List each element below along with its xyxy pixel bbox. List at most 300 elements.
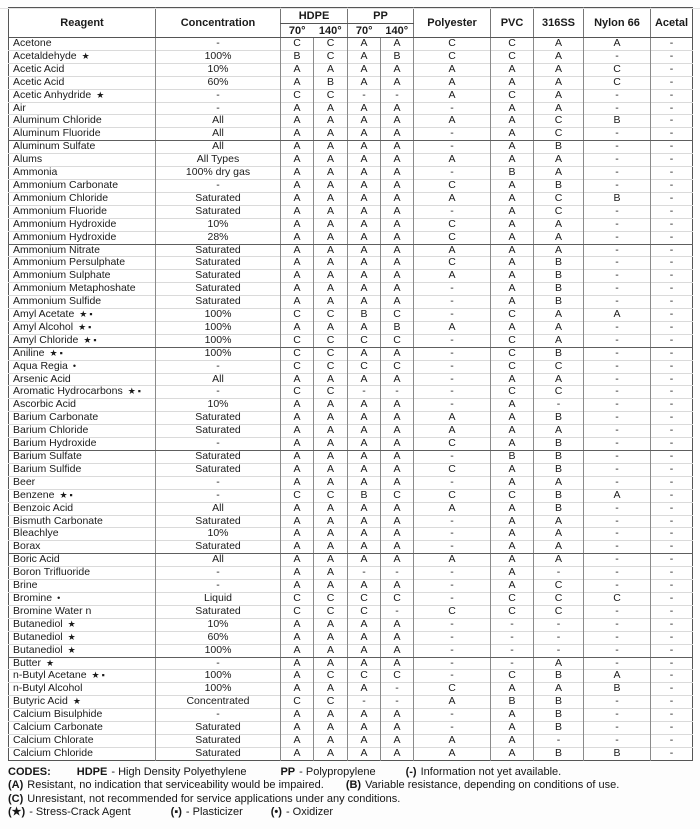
rating-polyester: C	[414, 438, 491, 451]
reagent-cell	[9, 399, 156, 412]
rating-pp-70: A	[348, 231, 381, 244]
concentration-cell: -	[156, 567, 281, 580]
rating-nylon66: A	[584, 489, 651, 502]
legend-pp-def: - Polypropylene	[299, 765, 376, 778]
rating-nylon66: B	[584, 192, 651, 205]
reagent-cell	[9, 489, 156, 502]
rating-316ss: -	[534, 399, 584, 412]
reagent-name: Borax	[13, 540, 41, 553]
reagent-name: Ammonium Hydroxide	[13, 231, 117, 243]
reagent-cell	[9, 115, 156, 128]
rating-hdpe-70: A	[281, 709, 314, 722]
concentration-cell: 100% dry gas	[156, 167, 281, 180]
rating-acetal: -	[651, 334, 693, 347]
legend-b-abbr: (B)	[345, 779, 362, 792]
rating-acetal: -	[651, 244, 693, 257]
rating-pp-70: A	[348, 631, 381, 644]
reagent-cell	[9, 722, 156, 735]
rating-316ss: C	[534, 592, 584, 605]
rating-acetal: -	[651, 115, 693, 128]
rating-hdpe-70: A	[281, 580, 314, 593]
reagent-cell	[9, 438, 156, 451]
table-row	[9, 515, 693, 528]
reagent-cell	[9, 567, 156, 580]
rating-nylon66: -	[584, 50, 651, 63]
header-reagent: Reagent	[9, 8, 156, 38]
reagent-name: Butyric Acid	[13, 695, 68, 708]
rating-pp-70: -	[348, 386, 381, 399]
rating-polyester: A	[414, 321, 491, 334]
rating-nylon66: -	[584, 425, 651, 438]
concentration-cell: -	[156, 386, 281, 399]
rating-pp-140: C	[381, 360, 414, 373]
reagent-name: Ammonium Persulphate	[13, 256, 126, 269]
rating-polyester: A	[414, 115, 491, 128]
rating-pvc: A	[491, 192, 534, 205]
rating-polyester: -	[414, 515, 491, 528]
reagent-name: Barium Sulfate	[13, 450, 82, 462]
rating-hdpe-140: A	[314, 438, 348, 451]
concentration-cell: Saturated	[156, 257, 281, 270]
rating-hdpe-140: A	[314, 257, 348, 270]
concentration-cell: Saturated	[156, 515, 281, 528]
reagent-cell	[9, 283, 156, 296]
reagent-name: Calcium Chloride	[13, 747, 93, 759]
rating-hdpe-70: A	[281, 167, 314, 180]
rating-hdpe-140: A	[314, 747, 348, 760]
concentration-cell: 100%	[156, 670, 281, 683]
rating-hdpe-140: A	[314, 515, 348, 528]
rating-hdpe-140: C	[314, 592, 348, 605]
rating-pvc: A	[491, 463, 534, 476]
reagent-cell	[9, 580, 156, 593]
concentration-cell: Saturated	[156, 270, 281, 283]
rating-pvc: A	[491, 270, 534, 283]
rating-acetal: -	[651, 696, 693, 709]
reagent-cell	[9, 38, 156, 51]
reagent-name: Butanediol	[13, 618, 63, 630]
rating-nylon66: A	[584, 38, 651, 51]
rating-nylon66: -	[584, 722, 651, 735]
rating-pvc: C	[491, 605, 534, 618]
rating-polyester: -	[414, 373, 491, 386]
rating-pp-70: A	[348, 50, 381, 63]
rating-nylon66: -	[584, 696, 651, 709]
rating-hdpe-140: A	[314, 283, 348, 296]
rating-316ss: B	[534, 489, 584, 502]
table-row	[9, 192, 693, 205]
header-acetal: Acetal	[651, 8, 693, 38]
rating-pp-140: C	[381, 309, 414, 322]
rating-hdpe-140: A	[314, 141, 348, 154]
reagent-cell	[9, 50, 156, 63]
rating-pp-140: -	[381, 386, 414, 399]
header-hdpe: HDPE	[281, 8, 348, 24]
rating-pvc: A	[491, 683, 534, 696]
rating-hdpe-140: A	[314, 192, 348, 205]
concentration-cell: 60%	[156, 76, 281, 89]
rating-316ss: B	[534, 670, 584, 683]
rating-hdpe-140: C	[314, 334, 348, 347]
reagent-name: Alums	[13, 153, 43, 166]
header-pp-70: 70°	[348, 24, 381, 38]
table-row	[9, 657, 693, 670]
rating-nylon66: A	[584, 309, 651, 322]
rating-pp-70: A	[348, 205, 381, 218]
rating-nylon66: -	[584, 451, 651, 464]
rating-polyester: -	[414, 141, 491, 154]
rating-nylon66: -	[584, 463, 651, 476]
rating-hdpe-140: A	[314, 463, 348, 476]
rating-316ss: A	[534, 244, 584, 257]
rating-nylon66: -	[584, 399, 651, 412]
reagent-name: Ammonia	[13, 166, 58, 179]
rating-hdpe-70: A	[281, 192, 314, 205]
rating-316ss: A	[534, 309, 584, 322]
concentration-cell: 10%	[156, 63, 281, 76]
reagent-cell	[9, 476, 156, 489]
rating-polyester: -	[414, 386, 491, 399]
rating-pp-70: C	[348, 605, 381, 618]
legend-a-abbr: (A)	[8, 779, 24, 792]
reagent-cell	[9, 502, 156, 515]
rating-hdpe-140: A	[314, 580, 348, 593]
rating-polyester: C	[414, 489, 491, 502]
rating-nylon66: -	[584, 709, 651, 722]
reagent-name: Bromine Water n	[13, 605, 92, 617]
rating-polyester: A	[414, 425, 491, 438]
reagent-name: Calcium Carbonate	[13, 721, 103, 734]
rating-hdpe-140: A	[314, 412, 348, 425]
rating-hdpe-70: A	[281, 373, 314, 386]
rating-316ss: B	[534, 257, 584, 270]
codes-line-2	[8, 779, 700, 792]
reagent-cell	[9, 205, 156, 218]
reagent-cell	[9, 244, 156, 257]
reagent-symbols: •	[57, 592, 63, 603]
legend-na-def: Information not yet available.	[420, 765, 562, 778]
rating-acetal: -	[651, 231, 693, 244]
rating-pvc: A	[491, 141, 534, 154]
rating-pp-70: A	[348, 618, 381, 631]
rating-pvc: A	[491, 63, 534, 76]
rating-acetal: -	[651, 644, 693, 657]
rating-316ss: -	[534, 567, 584, 580]
rating-pvc: -	[491, 644, 534, 657]
concentration-cell: 60%	[156, 631, 281, 644]
rating-316ss: A	[534, 373, 584, 386]
rating-acetal: -	[651, 89, 693, 102]
concentration-cell: Saturated	[156, 244, 281, 257]
concentration-cell: -	[156, 438, 281, 451]
rating-pp-140: A	[381, 631, 414, 644]
rating-pp-70: A	[348, 257, 381, 270]
table-row	[9, 412, 693, 425]
table-row	[9, 283, 693, 296]
rating-acetal: -	[651, 567, 693, 580]
header-pp-140: 140°	[381, 24, 414, 38]
rating-hdpe-70: A	[281, 657, 314, 670]
reagent-cell	[9, 141, 156, 154]
rating-hdpe-70: A	[281, 670, 314, 683]
table-row	[9, 63, 693, 76]
rating-acetal: -	[651, 347, 693, 360]
concentration-cell: 10%	[156, 218, 281, 231]
rating-polyester: C	[414, 50, 491, 63]
reagent-cell	[9, 734, 156, 747]
rating-316ss: B	[534, 412, 584, 425]
rating-hdpe-140: C	[314, 360, 348, 373]
reagent-symbols: ★	[81, 50, 92, 61]
rating-pp-70: A	[348, 709, 381, 722]
rating-pvc: B	[491, 696, 534, 709]
rating-polyester: C	[414, 179, 491, 192]
rating-pvc: C	[491, 50, 534, 63]
table-row	[9, 231, 693, 244]
reagent-cell	[9, 451, 156, 464]
rating-316ss: C	[534, 386, 584, 399]
rating-nylon66: -	[584, 283, 651, 296]
rating-polyester: -	[414, 102, 491, 115]
reagent-cell	[9, 89, 156, 102]
rating-polyester: C	[414, 463, 491, 476]
rating-pvc: -	[491, 631, 534, 644]
concentration-cell: Saturated	[156, 205, 281, 218]
rating-hdpe-140: A	[314, 554, 348, 567]
rating-hdpe-140: A	[314, 683, 348, 696]
rating-pvc: A	[491, 580, 534, 593]
rating-pp-70: A	[348, 283, 381, 296]
table-row	[9, 502, 693, 515]
rating-316ss: C	[534, 580, 584, 593]
rating-hdpe-70: A	[281, 283, 314, 296]
rating-polyester: A	[414, 192, 491, 205]
rating-pvc: A	[491, 231, 534, 244]
table-row	[9, 618, 693, 631]
rating-hdpe-140: C	[314, 89, 348, 102]
rating-pp-140: -	[381, 605, 414, 618]
rating-nylon66: B	[584, 115, 651, 128]
concentration-cell: -	[156, 38, 281, 51]
rating-hdpe-140: A	[314, 541, 348, 554]
rating-acetal: -	[651, 128, 693, 141]
rating-pp-70: -	[348, 696, 381, 709]
table-row	[9, 567, 693, 580]
rating-pvc: A	[491, 102, 534, 115]
rating-hdpe-140: A	[314, 425, 348, 438]
rating-pp-70: A	[348, 476, 381, 489]
rating-316ss: B	[534, 451, 584, 464]
reagent-cell	[9, 192, 156, 205]
concentration-cell: All	[156, 128, 281, 141]
rating-pp-140: A	[381, 270, 414, 283]
rating-pp-140: A	[381, 580, 414, 593]
reagent-symbols: ★▪	[59, 489, 75, 500]
concentration-cell: -	[156, 657, 281, 670]
table-row	[9, 631, 693, 644]
table-header	[9, 8, 693, 38]
rating-polyester: A	[414, 734, 491, 747]
concentration-cell: Saturated	[156, 425, 281, 438]
rating-hdpe-70: A	[281, 463, 314, 476]
reagent-name: Barium Hydroxide	[13, 437, 97, 450]
rating-pp-140: A	[381, 528, 414, 541]
rating-hdpe-140: C	[314, 605, 348, 618]
table-row	[9, 244, 693, 257]
rating-pp-140: -	[381, 89, 414, 102]
rating-nylon66: -	[584, 231, 651, 244]
rating-hdpe-140: A	[314, 528, 348, 541]
rating-polyester: -	[414, 167, 491, 180]
rating-316ss: A	[534, 476, 584, 489]
rating-pp-70: A	[348, 657, 381, 670]
reagent-name: Butanediol	[13, 644, 63, 656]
rating-hdpe-70: A	[281, 257, 314, 270]
codes-label: CODES:	[8, 765, 51, 778]
table-row	[9, 334, 693, 347]
rating-pp-140: A	[381, 541, 414, 554]
rating-nylon66: C	[584, 63, 651, 76]
rating-pvc: C	[491, 38, 534, 51]
rating-nylon66: -	[584, 734, 651, 747]
rating-hdpe-70: A	[281, 722, 314, 735]
rating-pp-140: A	[381, 463, 414, 476]
rating-polyester: -	[414, 631, 491, 644]
reagent-name: Ammonium Fluoride	[13, 205, 107, 217]
reagent-cell	[9, 554, 156, 567]
rating-polyester: A	[414, 696, 491, 709]
rating-316ss: B	[534, 747, 584, 760]
rating-hdpe-70: A	[281, 747, 314, 760]
legend-a-def: Resistant, no indication that serviceability would be impaired.	[27, 779, 324, 792]
rating-hdpe-140: A	[314, 205, 348, 218]
reagent-cell	[9, 386, 156, 399]
codes-line-3	[8, 793, 700, 806]
rating-acetal: -	[651, 463, 693, 476]
table-row	[9, 309, 693, 322]
rating-polyester: C	[414, 218, 491, 231]
rating-polyester: -	[414, 670, 491, 683]
rating-hdpe-70: A	[281, 425, 314, 438]
rating-pp-70: A	[348, 141, 381, 154]
reagent-cell	[9, 528, 156, 541]
rating-pp-140: A	[381, 657, 414, 670]
rating-hdpe-70: A	[281, 734, 314, 747]
legend-hdpe-abbr: HDPE	[76, 765, 108, 778]
rating-acetal: -	[651, 321, 693, 334]
rating-acetal: -	[651, 141, 693, 154]
rating-316ss: C	[534, 115, 584, 128]
rating-pvc: A	[491, 283, 534, 296]
codes-line-4	[8, 806, 700, 819]
rating-acetal: -	[651, 580, 693, 593]
rating-pvc: A	[491, 709, 534, 722]
rating-pvc: A	[491, 257, 534, 270]
rating-hdpe-70: C	[281, 386, 314, 399]
rating-pvc: C	[491, 489, 534, 502]
rating-pvc: A	[491, 567, 534, 580]
legend-c-def: Unresistant, not recommended for service applications under any conditions.	[27, 792, 401, 805]
reagent-name: Acetic Anhydride	[13, 89, 92, 101]
rating-hdpe-70: A	[281, 541, 314, 554]
rating-hdpe-70: C	[281, 38, 314, 51]
rating-pp-70: A	[348, 528, 381, 541]
rating-hdpe-140: C	[314, 50, 348, 63]
reagent-cell	[9, 412, 156, 425]
reagent-name: Aniline	[13, 347, 45, 359]
rating-pp-70: A	[348, 244, 381, 257]
rating-nylon66: -	[584, 89, 651, 102]
reagent-cell	[9, 347, 156, 360]
concentration-cell: 100%	[156, 309, 281, 322]
rating-nylon66: -	[584, 244, 651, 257]
rating-316ss: A	[534, 528, 584, 541]
rating-hdpe-70: C	[281, 347, 314, 360]
reagent-symbols: ★▪	[91, 670, 107, 681]
header-concentration: Concentration	[156, 8, 281, 38]
rating-acetal: -	[651, 670, 693, 683]
reagent-name: n-Butyl Alcohol	[13, 682, 83, 695]
rating-pp-140: A	[381, 438, 414, 451]
rating-hdpe-70: A	[281, 270, 314, 283]
rating-acetal: -	[651, 541, 693, 554]
table-row	[9, 89, 693, 102]
rating-polyester: -	[414, 709, 491, 722]
rating-316ss: B	[534, 270, 584, 283]
rating-pp-70: C	[348, 360, 381, 373]
reagent-name: Ammonium Sulphate	[13, 269, 111, 282]
concentration-cell: -	[156, 709, 281, 722]
rating-hdpe-70: A	[281, 244, 314, 257]
reagent-cell	[9, 373, 156, 386]
legend-square-icon: (▪)	[170, 805, 182, 818]
rating-nylon66: -	[584, 128, 651, 141]
reagent-cell	[9, 709, 156, 722]
concentration-cell: 10%	[156, 399, 281, 412]
rating-pvc: C	[491, 334, 534, 347]
rating-316ss: A	[534, 321, 584, 334]
reagent-cell	[9, 631, 156, 644]
rating-hdpe-140: A	[314, 399, 348, 412]
rating-hdpe-70: C	[281, 334, 314, 347]
rating-pvc: C	[491, 592, 534, 605]
table-row	[9, 347, 693, 360]
concentration-cell: Saturated	[156, 722, 281, 735]
reagent-name: Aluminum Sulfate	[13, 140, 96, 153]
rating-pp-70: A	[348, 747, 381, 760]
table-row	[9, 541, 693, 554]
table-row	[9, 528, 693, 541]
rating-hdpe-140: A	[314, 128, 348, 141]
rating-pvc: A	[491, 412, 534, 425]
rating-pvc: C	[491, 670, 534, 683]
legend-star-icon: (★)	[8, 805, 26, 818]
reagent-name: Arsenic Acid	[13, 373, 71, 385]
table-row	[9, 296, 693, 309]
legend-bullet-def: - Oxidizer	[285, 805, 333, 818]
reagent-cell	[9, 154, 156, 167]
rating-acetal: -	[651, 515, 693, 528]
rating-pp-140: C	[381, 670, 414, 683]
rating-acetal: -	[651, 605, 693, 618]
rating-nylon66: -	[584, 347, 651, 360]
rating-pvc: C	[491, 89, 534, 102]
rating-316ss: A	[534, 425, 584, 438]
rating-pp-140: C	[381, 489, 414, 502]
concentration-cell: All Types	[156, 154, 281, 167]
table-row	[9, 115, 693, 128]
rating-pp-140: A	[381, 451, 414, 464]
